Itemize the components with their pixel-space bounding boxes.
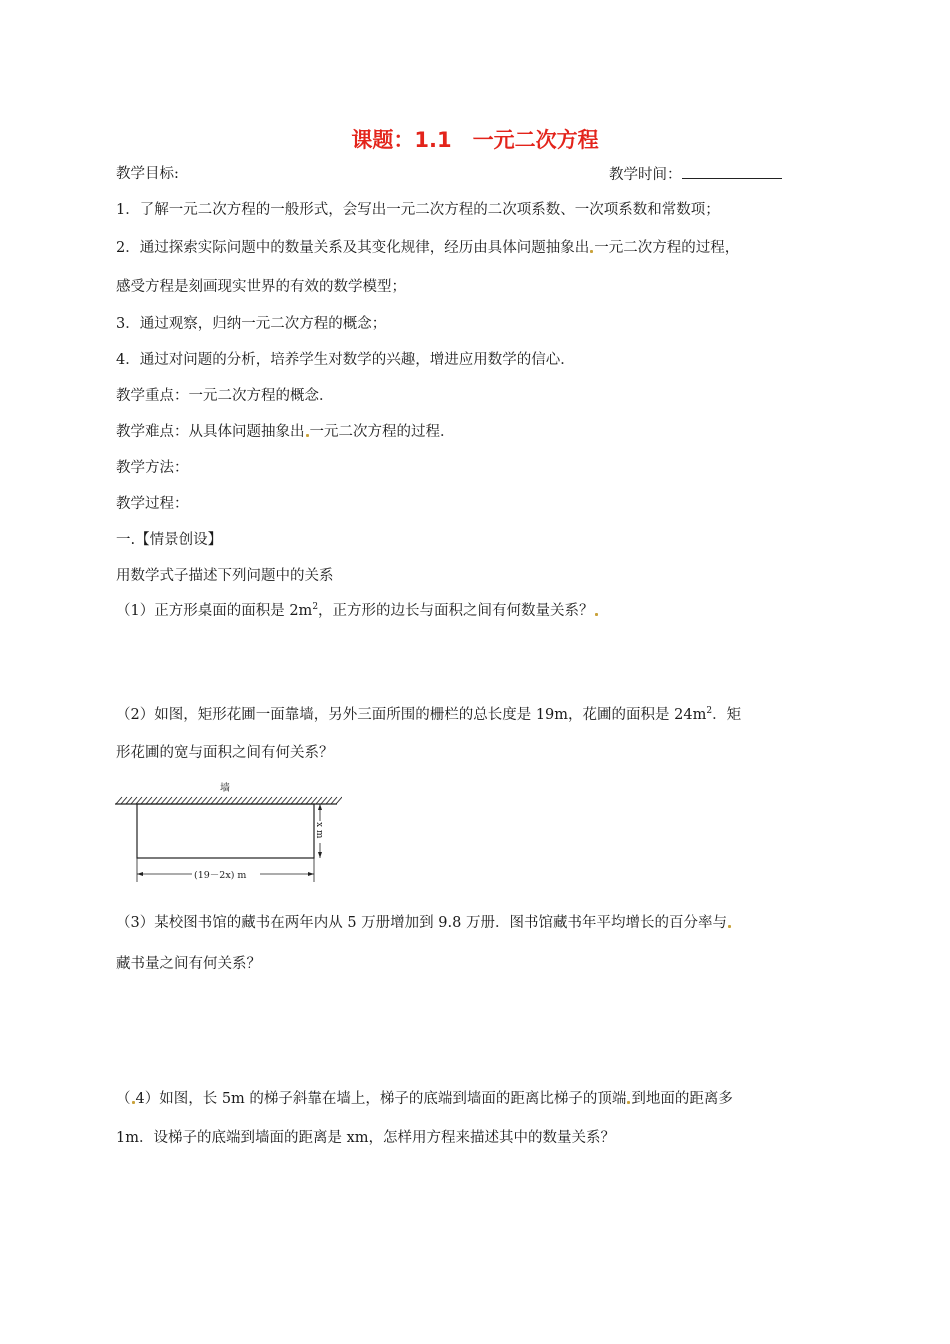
difficulty xyxy=(116,422,455,442)
wall-hatching xyxy=(115,797,342,804)
hatch-stroke xyxy=(171,797,177,804)
hatch-stroke xyxy=(306,797,312,804)
q1-text-b: ，正方形的边长与面积之间有何数量关系？ xyxy=(318,603,594,619)
question-4-cont: 1m．设梯子的底端到墙面的距离是 xm，怎样用方程来描述其中的数量关系？ xyxy=(116,1130,616,1146)
question-2 xyxy=(116,705,741,725)
hatch-stroke xyxy=(291,797,297,804)
time-label: 教学时间： xyxy=(609,167,682,183)
goal-2-cont: 感受方程是刻画现实世界的有效的数学模型； xyxy=(116,279,406,295)
q2-text-a: （2）如图，矩形花圃一面靠墙，另外三面所围的栅栏的总长度是 19m，花圃的面积是 24m xyxy=(116,707,707,723)
hatch-stroke xyxy=(246,797,252,804)
goals-label: 教学目标: xyxy=(116,166,179,182)
hatch-stroke xyxy=(201,797,207,804)
hatch-stroke xyxy=(336,797,342,804)
hatch-stroke xyxy=(241,797,247,804)
key-point: 教学重点：一元二次方程的概念． xyxy=(116,388,334,404)
hatch-stroke xyxy=(146,797,152,804)
question-3 xyxy=(116,913,732,933)
q1-superscript: 2 xyxy=(312,602,319,613)
time-field xyxy=(609,164,782,185)
goal-1: 1．了解一元二次方程的一般形式，会写出一元二次方程的二次项系数、一次项系数和常数项； xyxy=(116,202,720,218)
hatch-stroke xyxy=(131,797,137,804)
marker-dot xyxy=(590,250,593,253)
q4-text-a2: 4）如图，长 5m 的梯子斜靠在墙上，梯子的底端到墙面的距离比梯子的顶端 xyxy=(135,1091,627,1107)
hatch-stroke xyxy=(231,797,237,804)
hatch-stroke xyxy=(256,797,262,804)
hatch-stroke xyxy=(151,797,157,804)
question-1 xyxy=(116,601,599,621)
question-4 xyxy=(116,1089,733,1109)
time-blank xyxy=(682,164,782,179)
difficulty-part2: 一元二次方程的过程． xyxy=(309,424,455,440)
hatch-stroke xyxy=(186,797,192,804)
marker-dot xyxy=(306,434,309,437)
section-heading: 一.【情景创设】 xyxy=(116,532,223,548)
goal-2-part1: 2．通过探索实际问题中的数量关系及其变化规律，经历由具体问题抽象出 xyxy=(116,240,590,256)
hatch-stroke xyxy=(166,797,172,804)
q1-text-a: （1）正方形桌面的面积是 2m xyxy=(116,603,313,619)
goal-4: 4．通过对问题的分析，培养学生对数学的兴趣，增进应用数学的信心． xyxy=(116,352,575,368)
question-3-cont: 藏书量之间有何关系？ xyxy=(116,956,261,972)
bottom-label: (19－2x) m xyxy=(194,870,247,881)
hatch-stroke xyxy=(116,797,122,804)
hatch-stroke xyxy=(191,797,197,804)
marker-dot xyxy=(627,1101,630,1104)
hatch-stroke xyxy=(321,797,327,804)
hatch-stroke xyxy=(196,797,202,804)
goal-2-part2: 一元二次方程的过程， xyxy=(594,240,740,256)
difficulty-part1: 教学难点：从具体问题抽象出 xyxy=(116,424,305,440)
hatch-stroke xyxy=(156,797,162,804)
hatch-stroke xyxy=(276,797,282,804)
hatch-stroke xyxy=(271,797,277,804)
q2-text-b: ．矩 xyxy=(712,707,742,723)
q3-text-a: （3）某校图书馆的藏书在两年内从 5 万册增加到 9.8 万册．图书馆藏书年平均增长的百分率与 xyxy=(116,915,727,931)
hatch-stroke xyxy=(311,797,317,804)
method: 教学方法： xyxy=(116,460,189,476)
hatch-stroke xyxy=(266,797,272,804)
hatch-stroke xyxy=(301,797,307,804)
hatch-stroke xyxy=(261,797,267,804)
intro-text: 用数学式子描述下列问题中的关系 xyxy=(116,568,334,584)
hatch-stroke xyxy=(251,797,257,804)
hatch-stroke xyxy=(331,797,337,804)
hatch-stroke xyxy=(211,797,217,804)
hatch-stroke xyxy=(286,797,292,804)
process: 教学过程： xyxy=(116,496,189,512)
goal-2 xyxy=(116,238,739,258)
q4-text-a3: 到地面的距离多 xyxy=(631,1091,733,1107)
question-2-cont: 形花圃的宽与面积之间有何关系？ xyxy=(116,745,334,761)
hatch-stroke xyxy=(226,797,232,804)
hatch-stroke xyxy=(181,797,187,804)
hatch-stroke xyxy=(296,797,302,804)
garden-diagram xyxy=(112,778,342,886)
hatch-stroke xyxy=(316,797,322,804)
garden-rectangle xyxy=(137,804,314,858)
q2-superscript: 2 xyxy=(706,706,713,717)
hatch-stroke xyxy=(281,797,287,804)
side-label: x m xyxy=(314,822,324,839)
marker-dot xyxy=(132,1101,135,1104)
page-title: 课题：1.1 一元二次方程 xyxy=(351,128,599,152)
hatch-stroke xyxy=(176,797,182,804)
hatch-stroke xyxy=(141,797,147,804)
hatch-stroke xyxy=(161,797,167,804)
hatch-stroke xyxy=(326,797,332,804)
hatch-stroke xyxy=(206,797,212,804)
goal-3: 3．通过观察，归纳一元二次方程的概念； xyxy=(116,316,387,332)
hatch-stroke xyxy=(236,797,242,804)
marker-dot xyxy=(728,925,731,928)
hatch-stroke xyxy=(121,797,127,804)
q4-text-a1: （ xyxy=(116,1091,131,1107)
hatch-stroke xyxy=(216,797,222,804)
hatch-stroke xyxy=(221,797,227,804)
hatch-stroke xyxy=(126,797,132,804)
wall-label: 墙 xyxy=(220,783,230,794)
hatch-stroke xyxy=(136,797,142,804)
marker-dot xyxy=(595,613,598,616)
